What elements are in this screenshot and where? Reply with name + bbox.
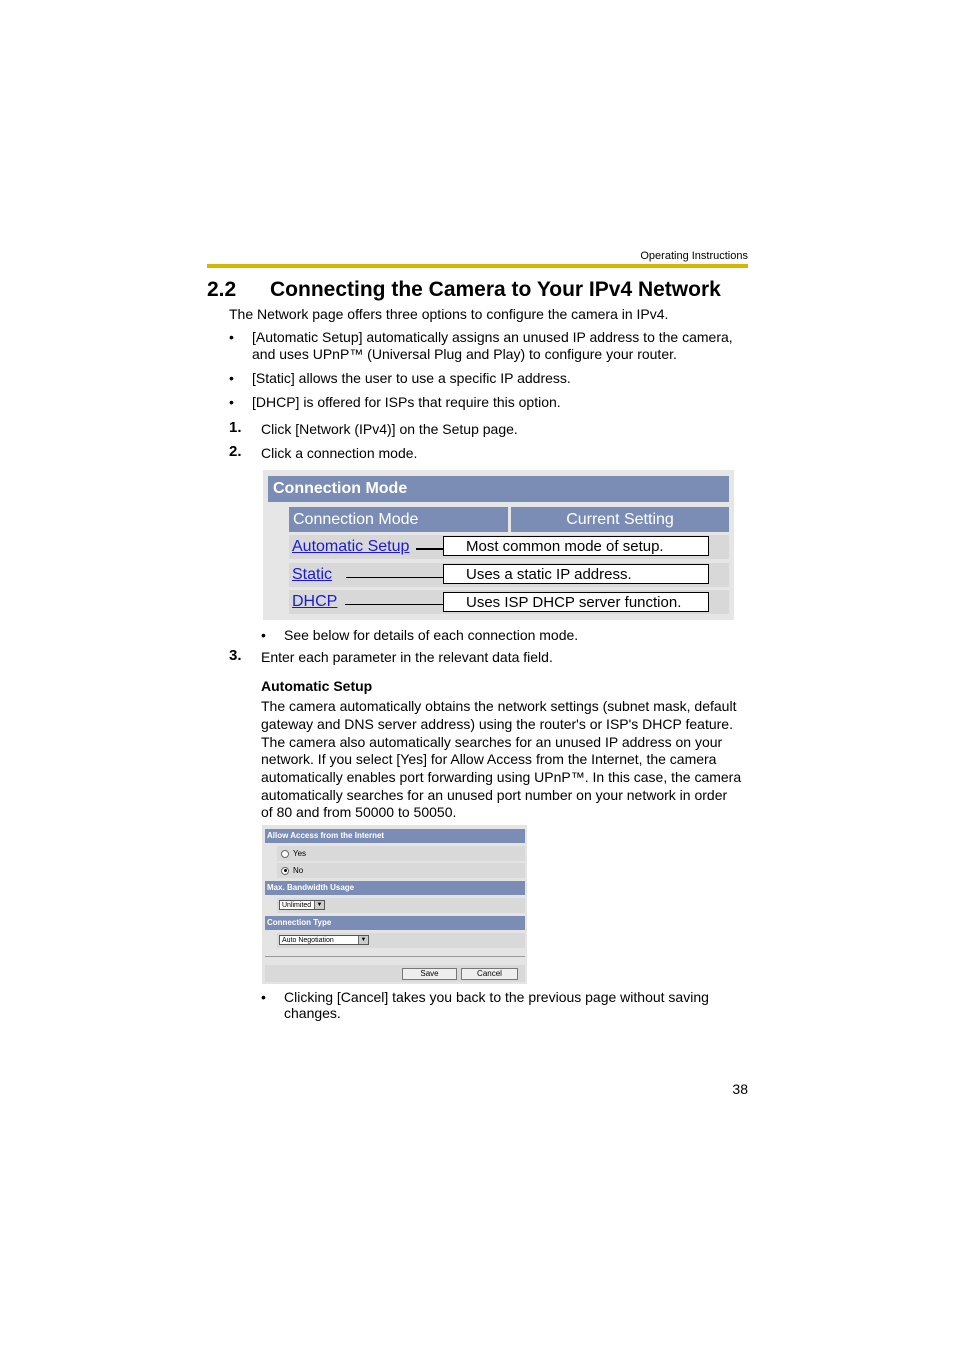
static-link[interactable]: Static (292, 566, 333, 583)
page-number: 38 (732, 1081, 748, 1097)
paragraph-line: network. If you select [Yes] for Allow Access from the Internet, the camera (261, 751, 717, 767)
option-row-yes (277, 846, 525, 861)
note-text: Clicking [Cancel] takes you back to the previous page without saving (284, 989, 709, 1005)
note-text: changes. (284, 1005, 341, 1021)
connection-type-value: Auto Negotiation (282, 937, 334, 944)
step-number: 2. (229, 443, 242, 460)
bullet-text: [Static] allows the user to use a specific IP address. (252, 370, 571, 386)
step-number: 3. (229, 647, 242, 664)
callout-box: Uses a static IP address. (443, 564, 709, 584)
bandwidth-value: Unlimited (282, 902, 312, 909)
bullet-text: [Automatic Setup] automatically assigns an unused IP address to the camera, (252, 329, 733, 345)
paragraph-line: of 80 and from 50000 to 50050. (261, 804, 457, 820)
bullet-marker: • (229, 370, 234, 386)
radio-no-label: No (293, 866, 304, 875)
section-title: Connecting the Camera to Your IPv4 Network (270, 278, 721, 301)
note-text: See below for details of each connection mode. (284, 627, 579, 643)
save-button[interactable]: Save (402, 968, 457, 980)
paragraph-line: automatically enables port forwarding using UPnP™. In this case, the camera (261, 769, 742, 785)
step-number: 1. (229, 419, 242, 436)
cancel-button[interactable]: Cancel (461, 968, 518, 980)
divider (265, 956, 525, 957)
bullet-marker: • (229, 329, 234, 345)
paragraph-line: The camera automatically obtains the network settings (subnet mask, default (261, 698, 737, 714)
bandwidth-select[interactable] (279, 900, 325, 910)
paragraph-line: automatically searches for an unused port number on your network in order (261, 787, 728, 803)
connection-mode-title: Connection Mode (268, 476, 729, 502)
radio-no[interactable] (281, 867, 289, 875)
bullet-text: [DHCP] is offered for ISPs that require this option. (252, 394, 561, 410)
callout-box: Most common mode of setup. (443, 536, 709, 556)
callout-leader-line (416, 548, 443, 550)
intro-text: The Network page offers three options to configure the camera in IPv4. (229, 306, 669, 322)
callout-box: Uses ISP DHCP server function. (443, 592, 709, 612)
bullet-marker: • (229, 394, 234, 410)
option-row-no (277, 863, 525, 878)
step-text: Enter each parameter in the relevant data field. (261, 649, 553, 665)
paragraph-line: The camera also automatically searches for an unused IP address on your (261, 734, 723, 750)
dhcp-link[interactable]: DHCP (292, 593, 338, 610)
document-header-label: Operating Instructions (640, 250, 748, 262)
connection-type-heading: Connection Type (265, 916, 525, 930)
header-rule (207, 264, 748, 268)
paragraph-line: gateway and DNS server address) using the router's or ISP's DHCP feature. (261, 716, 733, 732)
column-header-mode: Connection Mode (289, 507, 508, 532)
radio-yes-label: Yes (293, 849, 307, 858)
callout-leader-line (345, 604, 443, 605)
bandwidth-heading: Max. Bandwidth Usage (265, 881, 525, 895)
callout-leader-line (346, 577, 443, 578)
radio-yes[interactable] (281, 850, 289, 858)
step-text: Click a connection mode. (261, 445, 418, 461)
automatic-setup-link[interactable]: Automatic Setup (292, 538, 410, 555)
subheading: Automatic Setup (261, 678, 373, 694)
bullet-marker: • (261, 627, 266, 643)
column-header-setting: Current Setting (511, 507, 729, 532)
step-text: Click [Network (IPv4)] on the Setup page. (261, 421, 518, 437)
bullet-marker: • (261, 989, 266, 1005)
connection-type-select[interactable] (279, 935, 369, 945)
allow-access-heading: Allow Access from the Internet (265, 829, 525, 843)
chevron-down-icon: ▼ (358, 936, 368, 944)
bullet-text: and uses UPnP™ (Universal Plug and Play) to configure your router. (252, 346, 677, 362)
chevron-down-icon: ▼ (314, 901, 324, 909)
section-number: 2.2 (207, 278, 237, 301)
